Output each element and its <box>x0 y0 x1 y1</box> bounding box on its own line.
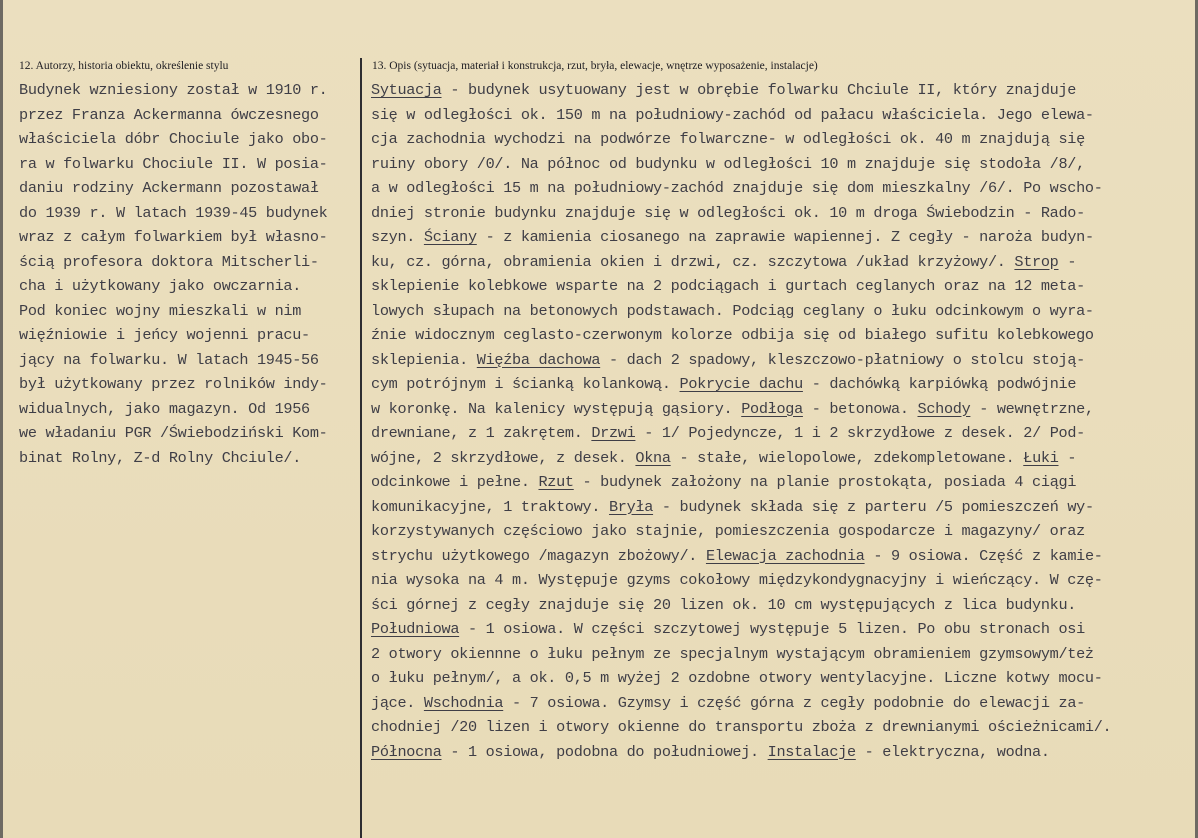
text-line <box>371 274 1193 299</box>
text-segment: w koronkę. Na kalenicy występują gąsiory. <box>371 399 742 418</box>
column-divider <box>360 58 362 838</box>
text-line <box>19 201 359 226</box>
text-segment: źnie widocznym ceglasto-czerwonym kolorze odbija się od białego sufitu kolebkowego <box>371 326 1094 344</box>
underlined-heading: Elewacja zachodnia <box>705 546 865 565</box>
text-line <box>19 323 359 348</box>
text-line <box>371 225 1193 250</box>
text-segment: - budynek składa się z parteru /5 pomieszczeń wy- <box>653 497 1094 516</box>
text-segment: więźniowie i jeńcy wojenni pracu- <box>19 326 310 344</box>
underlined-heading: Strop <box>1014 252 1059 271</box>
text-segment: cym potrójnym i ścianką kolankową. <box>371 375 680 393</box>
text-line <box>371 470 1193 495</box>
text-segment: ścią profesora doktora Mitscherli- <box>19 252 319 271</box>
text-line <box>19 127 359 152</box>
section-13-header: 13. Opis (sytuacja, materiał i konstrukcja, rzut, bryła, elewacje, wnętrze wyposażenie, instalacje) <box>372 60 818 72</box>
text-segment: daniu rodziny Ackermann pozostawał <box>19 179 319 197</box>
text-segment: wraz z całym folwarkiem był własno- <box>19 228 328 246</box>
underlined-heading: Podłoga <box>741 399 803 418</box>
text-segment: ści górnej z cegły znajduje się 20 lizen ok. 10 cm występujących z lica budynku. <box>371 595 1077 614</box>
text-segment: cja zachodnia wychodzi na podwórze folwarczne- w odległości ok. 40 m znajdują się <box>371 130 1085 148</box>
text-segment: - 7 osiowa. Gzymsy i część górna z cegły podobnie do elewacji za- <box>503 693 1085 712</box>
text-segment: był użytkowany przez rolników indy- <box>19 375 328 393</box>
text-line <box>371 617 1193 642</box>
text-segment: - budynek usytuowany jest w obrębie folwarku Chciule II, który znajduje <box>441 81 1077 99</box>
text-line <box>19 250 359 275</box>
text-segment: do 1939 r. W latach 1939-45 budynek <box>19 203 328 222</box>
text-line <box>19 372 359 397</box>
text-segment: - 1 osiowa, podobna do południowej. <box>441 742 768 761</box>
text-line <box>371 421 1193 446</box>
text-segment: szyn. <box>371 228 424 246</box>
text-segment: a w odległości 15 m na południowy-zachód znajduje się dom mieszkalny /6/. Po wscho- <box>371 179 1103 197</box>
text-line <box>371 642 1193 667</box>
underlined-heading: Rzut <box>538 473 574 491</box>
text-segment: lowych słupach na betonowych podstawach. Podciąg ceglany o łuku odcinkowym o wyra- <box>371 301 1094 320</box>
text-line <box>371 372 1193 397</box>
text-segment: właściciela dóbr Chociule jako obo- <box>19 130 328 148</box>
text-segment: - 1/ Pojedyncze, 1 i 2 skrzydłowe z desek. 2/ Pod- <box>635 424 1085 442</box>
text-segment: - dachówką karpiówką podwójnie <box>802 375 1077 393</box>
text-segment: nia wysoka na 4 m. Występuje gzyms cokołowy międzykondygnacyjny i wieńczący. W czę- <box>371 571 1103 589</box>
text-line <box>371 323 1193 348</box>
section-12-header: 12. Autorzy, historia obiektu, określenie stylu <box>19 60 229 72</box>
text-line <box>19 421 359 446</box>
text-line <box>19 446 359 471</box>
text-line <box>371 691 1193 716</box>
left-edge-border <box>0 0 3 838</box>
text-segment: Pod koniec wojny mieszkali w nim <box>19 301 302 320</box>
text-segment: o łuku pełnym/, a ok. 0,5 m wyżej 2 ozdobne otwory wentylacyjne. Liczne kotwy mocu- <box>371 669 1103 687</box>
text-line <box>371 152 1193 177</box>
text-segment: - z kamienia ciosanego na zaprawie wapiennej. Z cegły - naroża budyn- <box>476 228 1094 246</box>
text-line <box>371 348 1193 373</box>
text-line <box>19 299 359 324</box>
text-line <box>371 446 1193 471</box>
text-segment: - 9 osiowa. Część z kamie- <box>864 546 1103 565</box>
text-segment: chodniej /20 lizen i otwory okienne do transportu zboża z drewnianymi ościeżnicami/. <box>371 718 1112 736</box>
underlined-heading: Schody <box>917 399 971 418</box>
text-line <box>19 176 359 201</box>
text-segment: przez Franza Ackermanna ówczesnego <box>19 105 319 124</box>
text-segment: - elektryczna, wodna. <box>855 742 1050 761</box>
underlined-heading: Drzwi <box>591 424 636 442</box>
text-line <box>371 740 1193 765</box>
text-segment: strychu użytkowego /magazyn zbożowy/. <box>371 546 706 565</box>
text-segment: - budynek założony na planie prostokąta, posiada 4 ciągi <box>573 473 1077 491</box>
text-segment: - betonowa. <box>802 399 918 418</box>
underlined-heading: Wschodnia <box>423 693 504 712</box>
underlined-heading: Więźba dachowa <box>476 350 601 369</box>
text-segment: dniej stronie budynku znajduje się w odległości ok. 10 m droga Świebodzin - Rado- <box>371 203 1085 222</box>
text-line <box>19 274 359 299</box>
text-line <box>371 299 1193 324</box>
text-segment: ku, cz. górna, obramienia okien i drzwi, cz. szczytowa /układ krzyżowy/. <box>371 252 1015 271</box>
underlined-heading: Instalacje <box>767 742 856 761</box>
underlined-heading: Północna <box>371 742 442 761</box>
text-line <box>371 201 1193 226</box>
text-segment: sklepienie kolebkowe wsparte na 2 podciągach i gurtach ceglanych oraz na 12 meta- <box>371 277 1085 295</box>
underlined-heading: Bryła <box>608 497 654 516</box>
text-segment: we władaniu PGR /Świebodziński Kom- <box>19 424 328 442</box>
underlined-heading: Pokrycie dachu <box>679 375 803 393</box>
text-segment: 2 otwory okiennne o łuku pełnym ze specjalnym wystającym obramieniem gzymsowym/też <box>371 644 1094 663</box>
text-segment: ra w folwarku Chociule II. W posia- <box>19 154 328 173</box>
text-line <box>371 250 1193 275</box>
text-segment: - 1 osiowa. W części szczytowej występuje 5 lizen. Po obu stronach osi <box>459 620 1085 638</box>
text-segment: się w odległości ok. 150 m na południowy-zachód od pałacu właściciela. Jego elewa- <box>371 105 1094 124</box>
underlined-heading: Ściany <box>423 228 477 246</box>
text-line <box>371 593 1193 618</box>
text-segment: komunikacyjne, 1 traktowy. <box>371 497 609 516</box>
text-line <box>371 495 1193 520</box>
text-line <box>19 225 359 250</box>
text-line <box>19 397 359 422</box>
text-line <box>19 152 359 177</box>
text-line <box>371 544 1193 569</box>
text-segment: odcinkowe i pełne. <box>371 473 539 491</box>
underlined-heading: Południowa <box>371 620 460 638</box>
text-line <box>371 715 1193 740</box>
text-line <box>371 127 1193 152</box>
text-segment: - wewnętrzne, <box>970 399 1094 418</box>
underlined-heading: Łuki <box>1023 448 1059 467</box>
underlined-heading: Okna <box>635 448 671 467</box>
text-line <box>371 397 1193 422</box>
text-segment: ruiny obory /0/. Na północ od budynku w odległości 10 m znajduje się stodoła /8/, <box>371 154 1085 173</box>
text-segment: sklepienia. <box>371 350 477 369</box>
text-line <box>371 176 1193 201</box>
text-segment: drewniane, z 1 zakrętem. <box>371 424 592 442</box>
text-segment: binat Rolny, Z-d Rolny Chciule/. <box>19 448 302 467</box>
text-segment: jące. <box>371 693 424 712</box>
text-segment: - stałe, wielopolowe, zdekompletowane. <box>670 448 1024 467</box>
text-line <box>19 78 359 103</box>
text-line <box>19 348 359 373</box>
underlined-heading: Sytuacja <box>371 81 442 99</box>
history-text-column <box>19 78 359 470</box>
text-segment: korzystywanych częściowo jako stajnie, pomieszczenia gospodarcze i magazyny/ oraz <box>371 522 1085 540</box>
text-line <box>371 519 1193 544</box>
text-line <box>371 568 1193 593</box>
text-segment: - dach 2 spadowy, kleszczowo-płatniowy o stolcu stoją- <box>600 350 1085 369</box>
text-line <box>371 78 1193 103</box>
text-segment: - <box>1058 252 1077 271</box>
text-segment: Budynek wzniesiony został w 1910 r. <box>19 81 328 99</box>
text-line <box>19 103 359 128</box>
description-text-column <box>371 78 1193 764</box>
text-line <box>371 103 1193 128</box>
text-segment: cha i użytkowany jako owczarnia. <box>19 277 302 295</box>
text-segment: wójne, 2 skrzydłowe, z desek. <box>371 448 636 467</box>
text-segment: - <box>1058 448 1077 467</box>
text-segment: widualnych, jako magazyn. Od 1956 <box>19 399 310 418</box>
text-line <box>371 666 1193 691</box>
text-segment: jący na folwarku. W latach 1945-56 <box>19 350 319 369</box>
